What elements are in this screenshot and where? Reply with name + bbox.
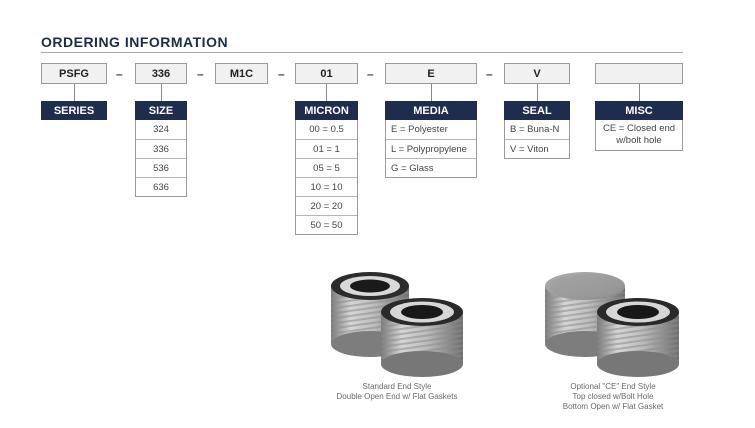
connector-line	[639, 84, 640, 101]
header-seal: SEAL	[504, 101, 570, 120]
code-dash: –	[486, 66, 493, 81]
size-option: 324	[153, 124, 169, 135]
micron-option: 01 = 1	[296, 139, 357, 158]
connector-line	[326, 84, 327, 101]
header-micron: MICRON	[295, 101, 358, 120]
code-box-seal: V	[504, 63, 570, 84]
standard-filter-image	[325, 268, 470, 380]
size-option: 536	[136, 158, 186, 177]
header-size: SIZE	[135, 101, 187, 120]
caption-line: Double Open End w/ Flat Gaskets	[336, 392, 458, 401]
title-divider	[41, 52, 683, 53]
code-box-misc	[595, 63, 683, 84]
code-box-micron: 01	[295, 63, 358, 84]
media-options	[385, 120, 477, 178]
caption-line: Standard End Style	[362, 382, 432, 391]
caption-line: Bottom Open w/ Flat Gasket	[562, 402, 664, 411]
micron-option: 50 = 50	[296, 215, 357, 234]
header-media: MEDIA	[385, 101, 477, 120]
header-series: SERIES	[41, 101, 107, 120]
ce-caption	[533, 382, 693, 412]
connector-line	[431, 84, 432, 101]
code-box-media: E	[385, 63, 477, 84]
seal-option: B = Buna-N	[510, 124, 560, 135]
page-title: ORDERING INFORMATION	[41, 34, 229, 50]
ce-filter-image	[540, 268, 685, 380]
code-dash: –	[116, 66, 123, 81]
misc-option: CE = Closed end w/bolt hole	[602, 123, 676, 146]
caption-line: Optional "CE" End Style	[570, 382, 656, 391]
code-box-size: 336	[135, 63, 187, 84]
seal-options	[504, 120, 570, 159]
size-option: 636	[136, 177, 186, 196]
code-box-m1c: M1C	[215, 63, 268, 84]
seal-option: V = Viton	[505, 139, 569, 158]
micron-option: 20 = 20	[296, 196, 357, 215]
media-option: E = Polyester	[391, 124, 448, 135]
code-box-series: PSFG	[41, 63, 107, 84]
connector-line	[161, 84, 162, 101]
micron-options	[295, 120, 358, 235]
standard-caption	[317, 382, 477, 402]
media-option: L = Polypropylene	[386, 139, 476, 158]
connector-line	[74, 84, 75, 101]
caption-line: Top closed w/Bolt Hole	[572, 392, 654, 401]
size-options	[135, 120, 187, 197]
header-misc: MISC	[595, 101, 683, 120]
micron-option: 05 = 5	[296, 158, 357, 177]
code-dash: –	[278, 66, 285, 81]
size-option: 336	[136, 139, 186, 158]
misc-options	[595, 120, 683, 151]
micron-option: 00 = 0.5	[309, 124, 344, 135]
connector-line	[537, 84, 538, 101]
micron-option: 10 = 10	[296, 177, 357, 196]
code-dash: –	[367, 66, 374, 81]
media-option: G = Glass	[386, 158, 476, 177]
code-dash: –	[197, 66, 204, 81]
